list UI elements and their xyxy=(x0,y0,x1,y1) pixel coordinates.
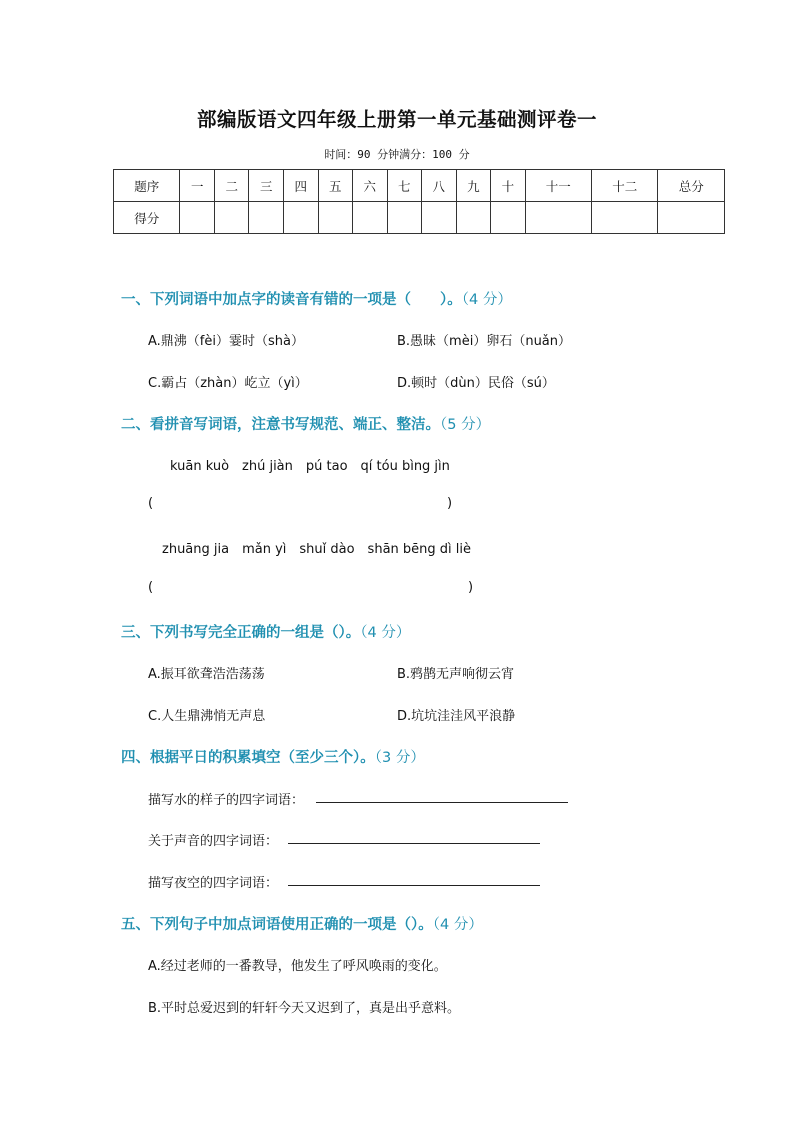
option-b: B.平时总爱迟到的轩轩今天又迟到了，真是出乎意料。 xyxy=(148,1001,461,1016)
score-entry-cell[interactable] xyxy=(525,202,591,234)
section-points: （3 分） xyxy=(374,750,425,766)
score-entry-cell[interactable] xyxy=(456,202,491,234)
section-points: （4 分） xyxy=(432,917,483,933)
score-entry-cell[interactable] xyxy=(387,202,422,234)
answer-paren-close: ) xyxy=(447,496,453,511)
score-entry-cell[interactable] xyxy=(422,202,457,234)
section-points: （5 分） xyxy=(440,417,491,433)
table-cell: 题序 xyxy=(114,170,180,202)
fill-in-blank-water[interactable] xyxy=(316,802,568,803)
table-cell: 得分 xyxy=(114,202,180,234)
option-d: D.坑坑洼洼风平浪静 xyxy=(397,709,516,724)
section-points: （4 分） xyxy=(461,292,512,308)
table-cell: 二 xyxy=(214,170,249,202)
score-entry-cell[interactable] xyxy=(658,202,725,234)
score-entry-cell[interactable] xyxy=(214,202,249,234)
pinyin-answer-area-1[interactable] xyxy=(160,493,444,515)
section-2-heading xyxy=(121,413,490,434)
option-b: B.鸦鹊无声响彻云宵 xyxy=(397,667,515,682)
answer-paren-open: ( xyxy=(148,496,154,511)
score-table-header-row xyxy=(114,170,725,202)
fill-in-prompt-sound: 关于声音的四字词语： xyxy=(148,834,279,849)
option-b: B.愚昧（mèi）卵石（nuǎn） xyxy=(397,334,572,349)
score-entry-cell[interactable] xyxy=(491,202,526,234)
page-title: 部编版语文四年级上册第一单元基础测评卷一 xyxy=(196,108,597,131)
answer-paren-close: ) xyxy=(468,580,474,595)
option-c: C.人生鼎沸悄无声息 xyxy=(148,709,266,724)
section-5-heading xyxy=(121,913,483,934)
score-entry-cell[interactable] xyxy=(592,202,658,234)
score-entry-cell[interactable] xyxy=(180,202,215,234)
table-cell: 总分 xyxy=(658,170,725,202)
pinyin-answer-area-2[interactable] xyxy=(160,577,465,599)
score-entry-cell[interactable] xyxy=(283,202,318,234)
score-table xyxy=(113,169,725,234)
table-cell: 四 xyxy=(283,170,318,202)
section-heading-text: 一、下列词语中加点字的读音有错的一项是（ ）。 xyxy=(121,292,462,308)
section-1-heading xyxy=(121,288,512,309)
fill-in-prompt-water: 描写水的样子的四字词语： xyxy=(148,793,305,808)
table-cell: 十 xyxy=(491,170,526,202)
fill-in-blank-sound[interactable] xyxy=(288,843,540,844)
answer-paren-open: ( xyxy=(148,580,154,595)
pinyin-line-1: kuān kuò zhú jiàn pú tao qí tóu bìng jìn xyxy=(170,459,450,474)
table-cell: 七 xyxy=(387,170,422,202)
fill-in-prompt-night-sky: 描写夜空的四字词语： xyxy=(148,876,279,891)
section-4-heading xyxy=(121,746,425,767)
table-cell: 九 xyxy=(456,170,491,202)
table-cell: 十二 xyxy=(592,170,658,202)
table-cell: 五 xyxy=(318,170,353,202)
fill-in-blank-night-sky[interactable] xyxy=(288,885,540,886)
section-heading-text: 三、下列书写完全正确的一组是（）。 xyxy=(121,625,361,641)
table-cell: 三 xyxy=(249,170,284,202)
exam-time-info: 时间：90 分钟满分：100 分 xyxy=(324,148,470,161)
section-points: （4 分） xyxy=(360,625,411,641)
table-cell: 一 xyxy=(180,170,215,202)
option-a: A.经过老师的一番教导，他发生了呼风唤雨的变化。 xyxy=(148,959,447,974)
score-entry-cell[interactable] xyxy=(318,202,353,234)
section-heading-text: 四、根据平日的积累填空（至少三个）。 xyxy=(121,750,375,766)
table-cell: 十一 xyxy=(525,170,591,202)
score-table-score-row xyxy=(114,202,725,234)
score-entry-cell[interactable] xyxy=(353,202,388,234)
option-d: D.顿时（dùn）民俗（sú） xyxy=(397,376,555,391)
table-cell: 八 xyxy=(422,170,457,202)
table-cell: 六 xyxy=(353,170,388,202)
option-c: C.霸占（zhàn）屹立（yì） xyxy=(148,376,308,391)
section-heading-text: 五、下列句子中加点词语使用正确的一项是（）。 xyxy=(121,917,433,933)
option-a: A.振耳欲聋浩浩荡荡 xyxy=(148,667,265,682)
option-a: A.鼎沸（fèi）霎时（shà） xyxy=(148,334,304,349)
score-entry-cell[interactable] xyxy=(249,202,284,234)
pinyin-line-2: zhuāng jia mǎn yì shuǐ dào shān bēng dì liè xyxy=(162,542,471,557)
section-3-heading xyxy=(121,621,410,642)
section-heading-text: 二、看拼音写词语，注意书写规范、端正、整洁。 xyxy=(121,417,440,433)
